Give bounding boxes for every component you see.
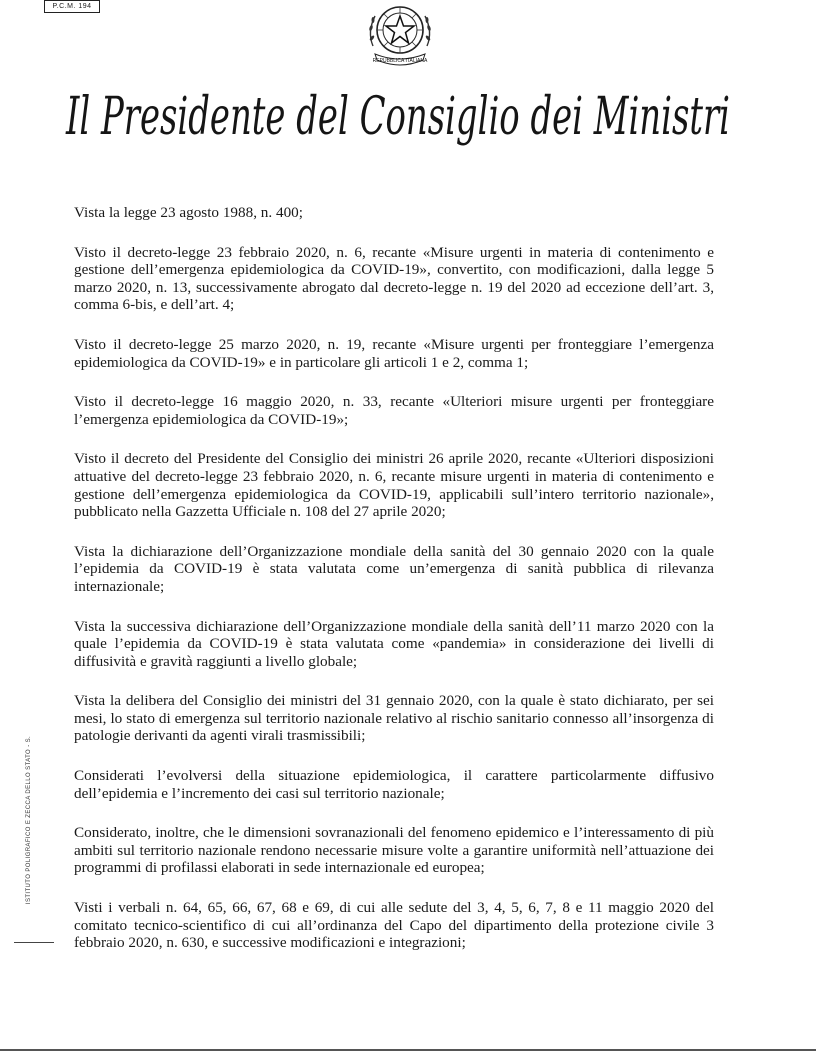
paragraph: Considerati l’evolversi della situazione epidemiologica, il carattere particolarmente diffusivo dell’epidemia e l’incremento dei casi sul territorio nazionale; [74,767,714,802]
paragraph: Vista la legge 23 agosto 1988, n. 400; [74,204,303,221]
bottom-rule [0,1049,816,1051]
document-stamp-code: P.C.M. 194 [44,0,100,13]
paragraph: Visto il decreto-legge 16 maggio 2020, n. 33, recante «Ulteriori misure urgenti per fronteggiare l’emergenza epidemiologica da COVID-19»; [74,393,714,428]
emblem-ribbon-text: REPUBBLICA ITALIANA [372,58,428,64]
italian-emblem-icon [363,2,437,70]
page-title [58,70,738,160]
paragraph: Visto il decreto del Presidente del Consiglio dei ministri 26 aprile 2020, recante «Ulteriori disposizioni attuative del decreto-legge 23 febbraio 2020, n. 6, recante misure urgenti in materia di contenimento e gestione dell’emergenza epidemiologica da COVID-19, applicabili sull’intero territorio nazionale», pubblicato nella Gazzetta Ufficiale n. 108 del 27 aprile 2020; [74,450,714,521]
svg-text:Il Presidente del Consiglio de: Il Presidente del Consiglio dei Ministri [65,87,730,147]
paragraph: Visto il decreto-legge 25 marzo 2020, n. 19, recante «Misure urgenti per fronteggiare l’emergenza epidemiologica da COVID-19» e in particolare gli articoli 1 e 2, comma 1; [74,335,714,371]
printer-side-label [22,735,36,905]
paragraph: Vista la dichiarazione dell’Organizzazione mondiale della sanità del 30 gennaio 2020 con la quale l’epidemia da COVID-19 è stata valutata come un’emergenza di sanità pubblica di rilevanza internazionale; [74,542,714,595]
paragraph: Considerato, inoltre, che le dimensioni sovranazionali del fenomeno epidemico e l’interessamento di più ambiti sul territorio nazionale rendono necessarie misure volte a garantire uniformità nell’attuazione dei programmi di profilassi elaborati in sede internazionale ed europea; [74,824,714,877]
paragraph: Visti i verbali n. 64, 65, 66, 67, 68 e 69, di cui alle sedute del 3, 4, 5, 6, 7, 8 e 11 maggio 2020 del comitato tecnico-scientifico di cui all’ordinanza del Capo del dipartimento della protezione civile 3 febbraio 2020, n. 630, e successive modificazioni e integrazioni; [74,899,714,952]
printer-side-label-text: ISTITUTO POLIGRAFICO E ZECCA DELLO STATO - S. [26,735,32,905]
margin-mark [14,942,54,943]
paragraph: Vista la delibera del Consiglio dei ministri del 31 gennaio 2020, con la quale è stato dichiarato, per sei mesi, lo stato di emergenza sul territorio nazionale relativo al rischio sanitario connesso all’insorgenza di patologie derivanti da agenti virali trasmissibili; [74,692,714,745]
document-body [74,204,714,974]
paragraph: Vista la successiva dichiarazione dell’Organizzazione mondiale della sanità dell’11 marzo 2020 con la quale l’epidemia da COVID-19 è stata valutata come «pandemia» in considerazione dei livelli di diffusività e gravità raggiunti a livello globale; [74,617,714,670]
paragraph: Visto il decreto-legge 23 febbraio 2020, n. 6, recante «Misure urgenti in materia di contenimento e gestione dell’emergenza epidemiologica da COVID-19», convertito, con modificazioni, dalla legge 5 marzo 2020, n. 13, successivamente abrogato dal decreto-legge n. 19 del 2020 ad eccezione dell’art. 3, comma 6-bis, e dell’art. 4; [74,243,714,314]
